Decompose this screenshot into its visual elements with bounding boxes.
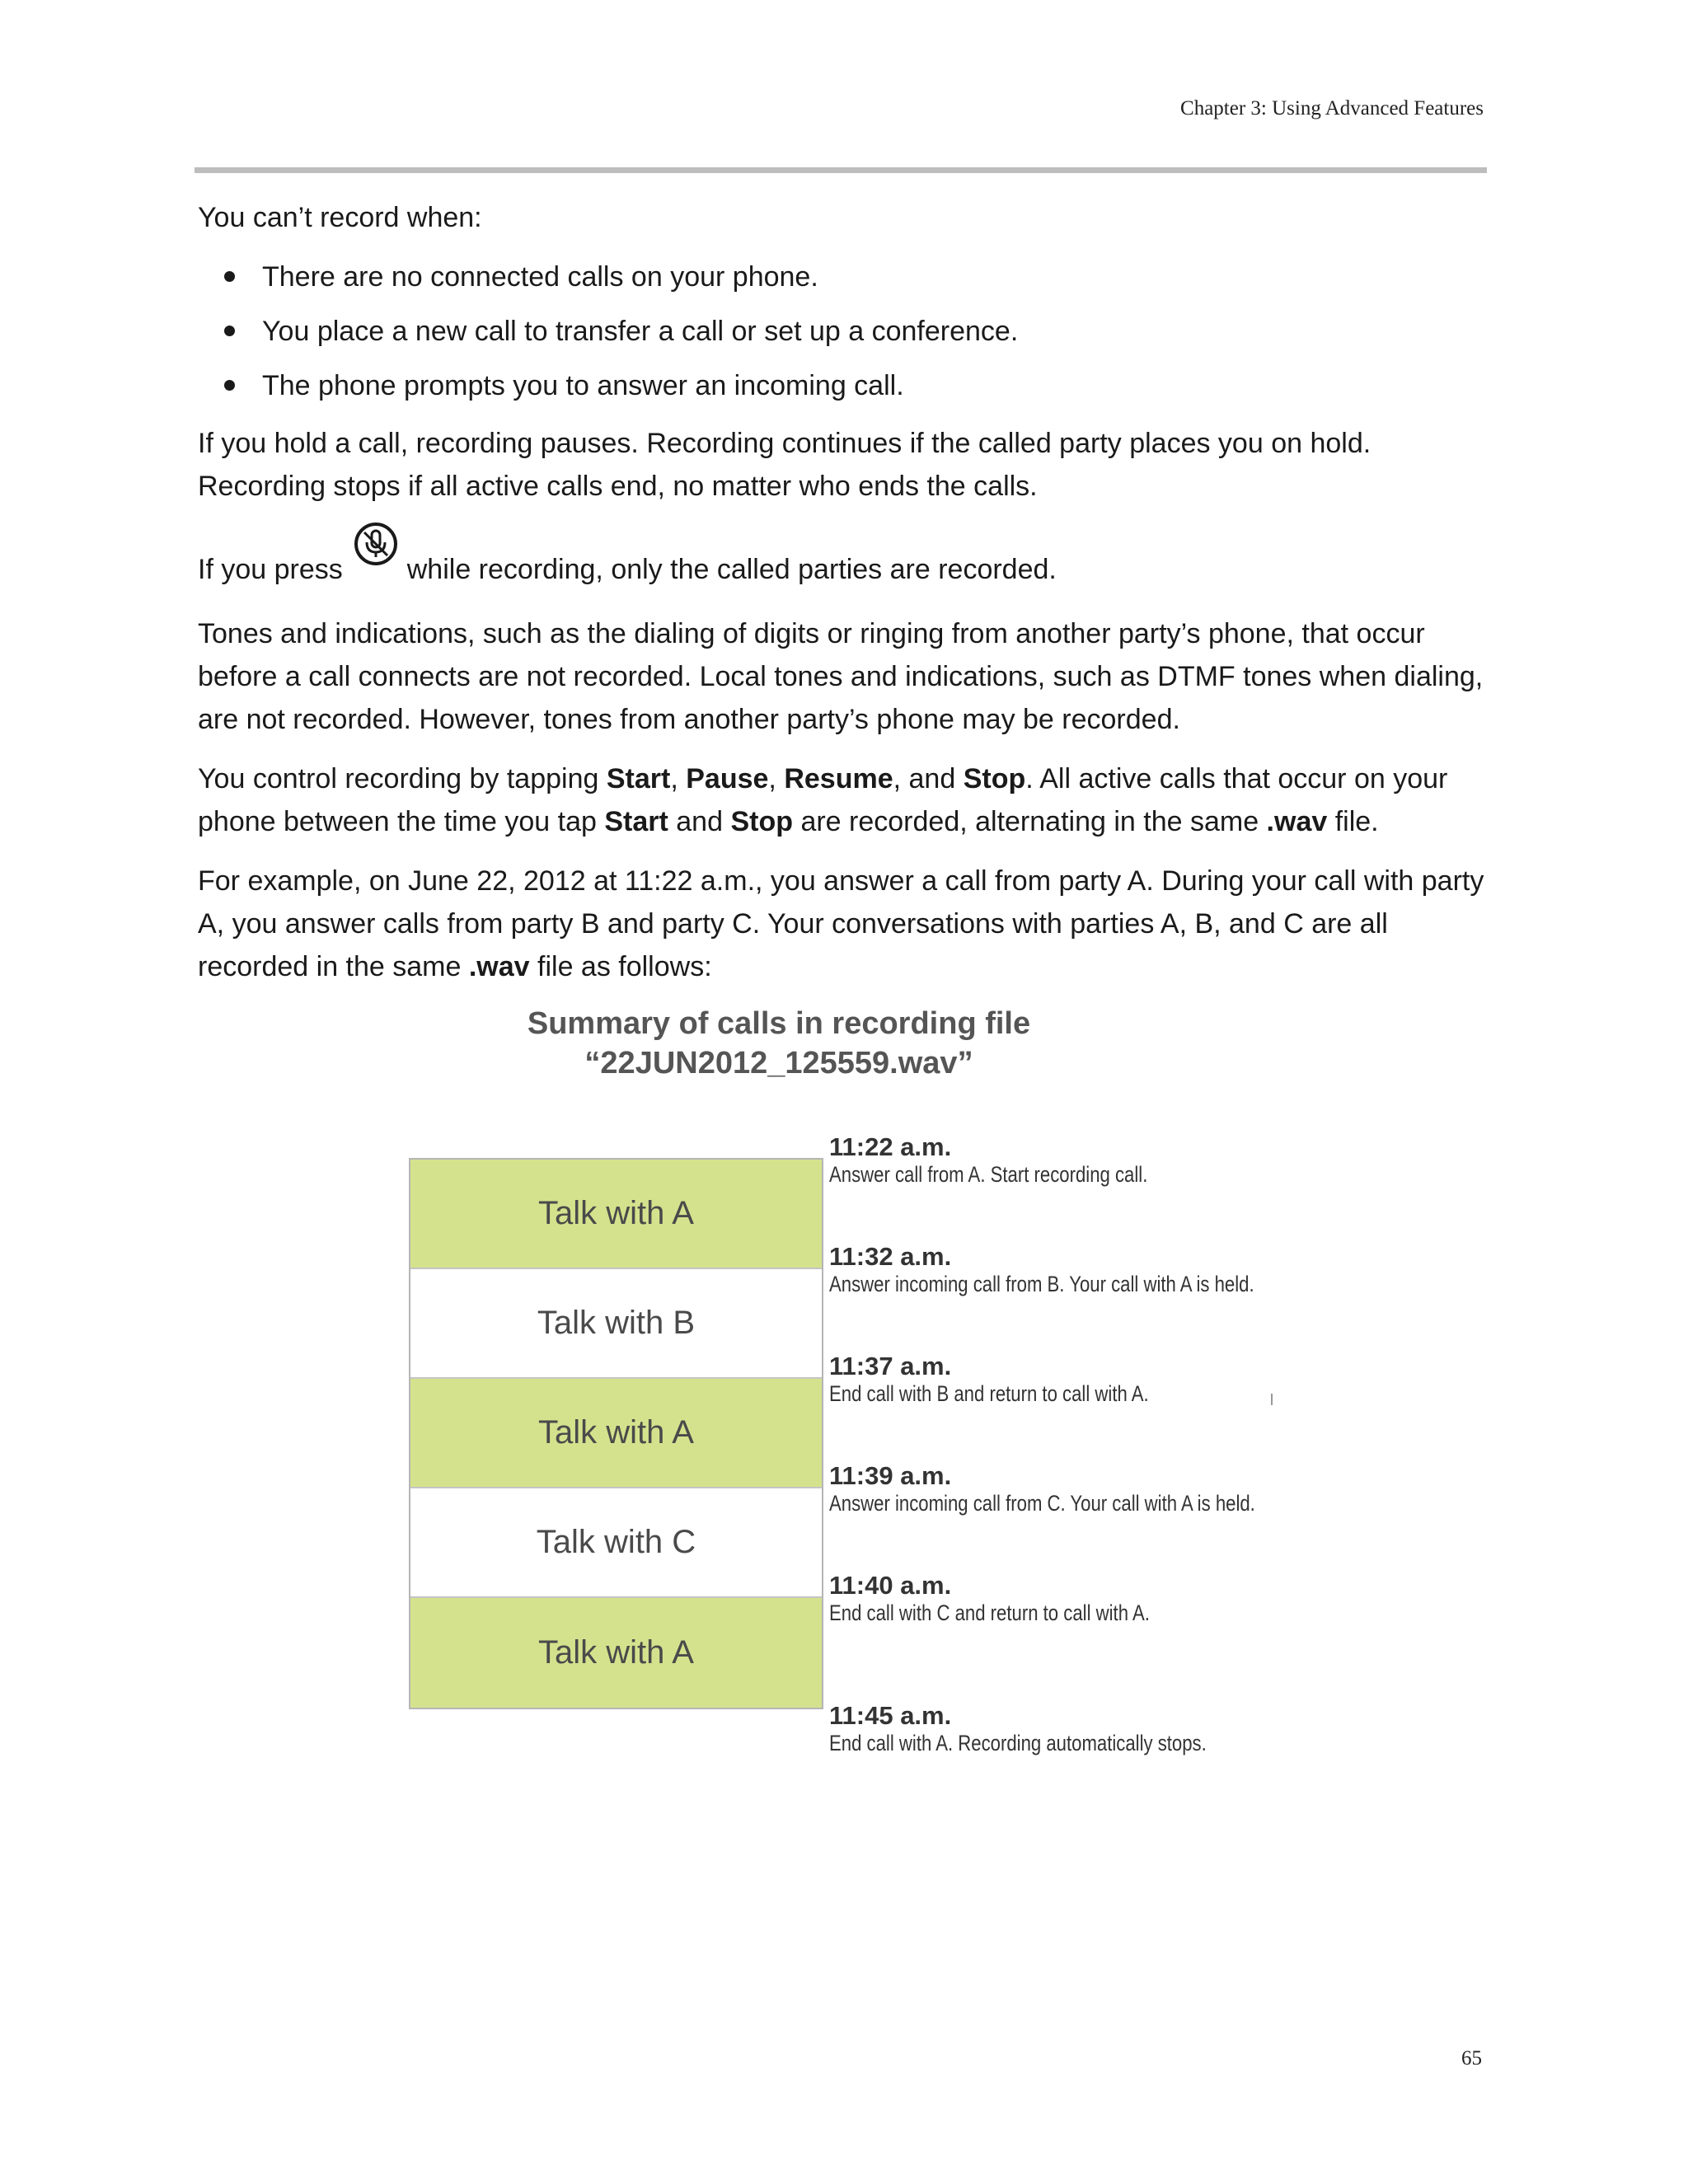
- bullet-list: [198, 255, 1488, 407]
- event-time: 11:32 a.m.: [829, 1242, 952, 1271]
- wav-term: .wav: [1266, 806, 1328, 837]
- example-text: file as follows:: [529, 951, 712, 982]
- control-text: are recorded, alternating in the same: [793, 806, 1267, 837]
- list-item: [198, 310, 1488, 353]
- header-rule: [195, 167, 1487, 173]
- resume-term: Resume: [784, 763, 893, 794]
- list-item: [198, 255, 1488, 298]
- call-segment: Talk with B: [410, 1269, 822, 1379]
- control-text: file.: [1327, 806, 1379, 837]
- example-paragraph: [198, 860, 1488, 988]
- call-timeline: [409, 1158, 823, 1709]
- hold-paragraph: If you hold a call, recording pauses. Recording continues if the called party places you on hold. Recording stops if all active calls end, no matter who ends the calls.: [198, 428, 1372, 502]
- control-paragraph: [198, 757, 1488, 843]
- control-text: You control recording by tapping: [198, 763, 607, 794]
- press-text-after: while recording, only the called parties are recorded.: [406, 554, 1057, 585]
- list-item: [198, 364, 1488, 407]
- stray-mark: [1271, 1394, 1273, 1405]
- diagram-filename: “22JUN2012_125559.wav”: [584, 1046, 973, 1080]
- event-description: End call with C and return to call with A.: [829, 1601, 1150, 1625]
- call-segment: Talk with A: [410, 1598, 822, 1708]
- event-time: 11:45 a.m.: [829, 1701, 952, 1730]
- press-text-before: If you press: [198, 554, 343, 585]
- event-description: End call with B and return to call with A.: [829, 1381, 1149, 1406]
- diagram-title: [462, 1004, 1096, 1083]
- control-text: and: [668, 806, 731, 837]
- event-time: 11:37 a.m.: [829, 1352, 952, 1380]
- page-number: 65: [1461, 2047, 1482, 2069]
- control-text: . All active calls that occur on your phone between the time you tap: [198, 763, 1448, 837]
- call-segment: Talk with A: [410, 1160, 822, 1269]
- page-content: [198, 196, 1488, 1005]
- timeline-event: [829, 1702, 1324, 1756]
- bullet-icon: [224, 380, 235, 391]
- timeline-event: [829, 1462, 1324, 1516]
- stop-term: Stop: [730, 806, 793, 837]
- event-description: Answer incoming call from C. Your call with A is held.: [829, 1491, 1255, 1516]
- event-time: 11:40 a.m.: [829, 1571, 952, 1600]
- stop-term: Stop: [963, 763, 1026, 794]
- event-description: Answer incoming call from B. Your call with A is held.: [829, 1272, 1254, 1296]
- example-text: For example, on June 22, 2012 at 11:22 a.m., you answer a call from party A. During your call with party A, you answer calls from party B and party C. Your conversations with parties A, B, and C are all recorded in the same: [198, 865, 1484, 982]
- running-header: Chapter 3: Using Advanced Features: [1180, 97, 1484, 120]
- diagram-title-line: Summary of calls in recording file: [527, 1006, 1031, 1041]
- list-item-text: There are no connected calls on your phone.: [262, 261, 818, 293]
- intro-text: You can’t record when:: [198, 202, 482, 233]
- event-description: Answer call from A. Start recording call.: [829, 1162, 1148, 1187]
- timeline-event: [829, 1133, 1324, 1188]
- event-description: End call with A. Recording automatically stops.: [829, 1731, 1207, 1755]
- control-text: , and: [893, 763, 964, 794]
- timeline-event: [829, 1352, 1324, 1407]
- wav-term: .wav: [468, 951, 530, 982]
- list-item-text: You place a new call to transfer a call or set up a conference.: [262, 316, 1019, 347]
- tones-paragraph: Tones and indications, such as the dialing of digits or ringing from another party’s phone, that occur before a call connects are not recorded. Local tones and indications, such as DTMF tones when dialing, are not recorded. However, tones from another party’s phone may be recorded.: [198, 618, 1484, 735]
- timeline-event: [829, 1572, 1324, 1626]
- call-segment: Talk with A: [410, 1379, 822, 1488]
- control-text: ,: [670, 763, 687, 794]
- start-term: Start: [604, 806, 668, 837]
- event-time: 11:22 a.m.: [829, 1132, 952, 1161]
- pause-term: Pause: [686, 763, 769, 794]
- event-time: 11:39 a.m.: [829, 1461, 952, 1490]
- mute-icon: [353, 521, 399, 579]
- control-text: ,: [768, 763, 785, 794]
- bullet-icon: [224, 271, 235, 282]
- press-paragraph: [198, 537, 1488, 596]
- timeline-event: [829, 1243, 1324, 1297]
- call-segment: Talk with C: [410, 1488, 822, 1598]
- list-item-text: The phone prompts you to answer an incoming call.: [262, 370, 904, 401]
- start-term: Start: [606, 763, 671, 794]
- bullet-icon: [224, 326, 235, 336]
